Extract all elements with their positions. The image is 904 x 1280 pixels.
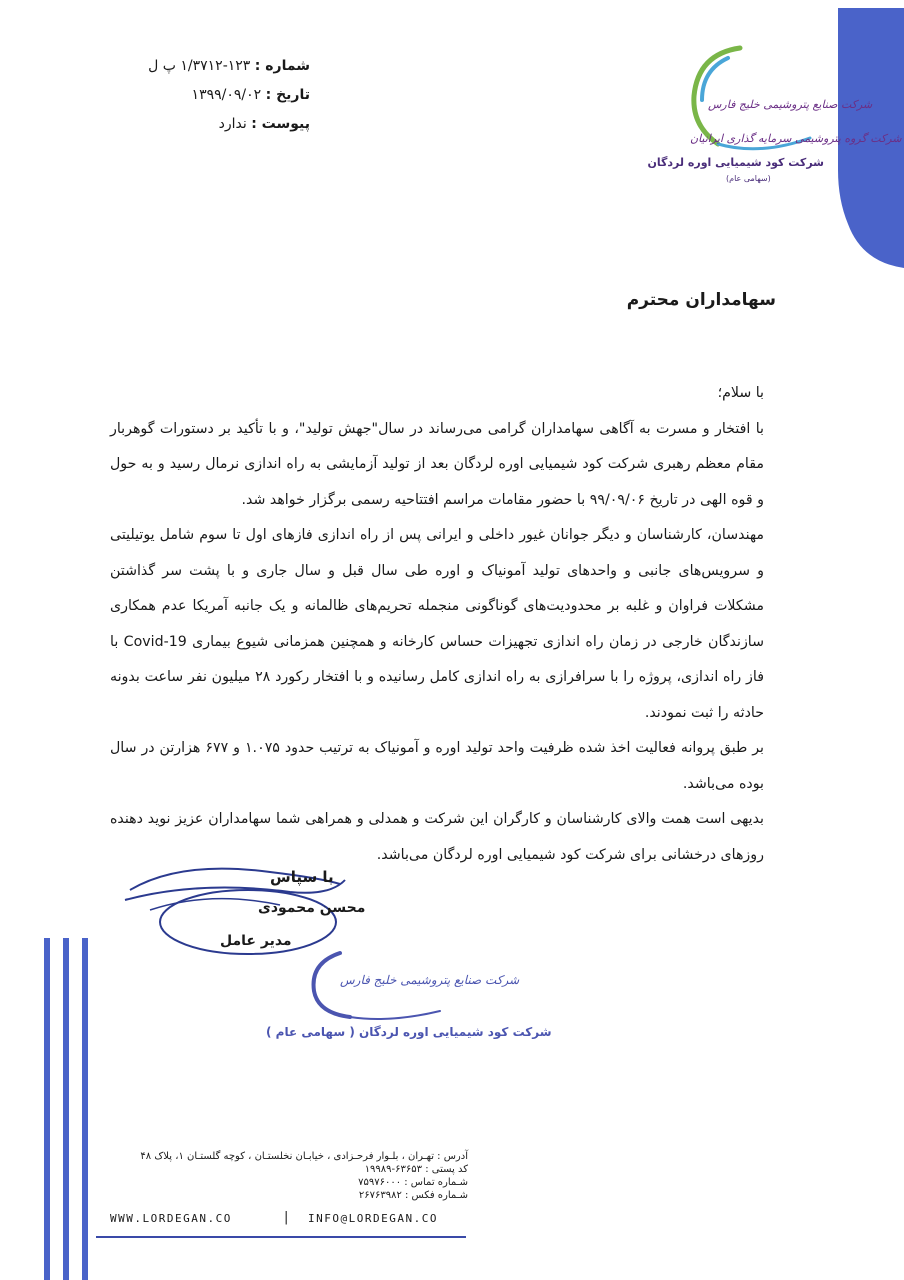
- logo-company-name: شرکت کود شیمیایی اوره لردگان: [647, 156, 824, 169]
- stamp-script: شرکت صنایع پتروشیمی خلیج فارس: [340, 973, 520, 987]
- letter-date-label: تاریخ :: [265, 87, 310, 103]
- stamp-swoosh-icon: [280, 945, 480, 1035]
- footer-phone: شـماره تماس : ۷۵۹۷۶۰۰۰: [358, 1177, 468, 1188]
- letter-greeting: با سلام؛: [717, 385, 764, 401]
- footer-website-link[interactable]: WWW.LORDEGAN.CO: [110, 1212, 232, 1225]
- letter-date-value: ۱۳۹۹/۰۹/۰۲: [191, 87, 262, 103]
- letter-date-row: [120, 81, 310, 110]
- letter-number-row: [120, 52, 310, 81]
- letter-heading: سهامداران محترم: [626, 290, 776, 310]
- footer-vertical-bars: [44, 938, 94, 1280]
- letter-body: [110, 376, 764, 873]
- footer-divider: [96, 1236, 466, 1238]
- letter-attachment-value: ندارد: [218, 116, 247, 132]
- footer-address: آدرس : تهـران ، بلـوار فرحـزادی ، خیابـان نخلستـان ، کوچه گلستـان ۱، پلاک ۴۸: [140, 1151, 468, 1162]
- letter-meta: [120, 52, 310, 139]
- company-stamp: [266, 945, 552, 1045]
- letter-attachment-row: [120, 110, 310, 139]
- letter-paragraph: بر طبق پروانه فعالیت اخذ شده ظرفیت واحد تولید اوره و آمونیاک به ترتیب حدود ۱.۰۷۵ و ۶۷۷ هزارتن در سال بوده می‌باشد.: [110, 740, 765, 792]
- letter-attachment-label: پیوست :: [251, 116, 310, 132]
- footer-fax: شـماره فکس : ۲۶۷۶۳۹۸۲: [358, 1190, 468, 1201]
- logo-company-type: (سهامی عام): [726, 174, 771, 183]
- letter-paragraph: با افتخار و مسرت به آگاهی سهامداران گرامی می‌رساند در سال"جهش تولید"، و با تأکید بر دستورات گوهربار مقام معظم رهبری شرکت کود شیمیایی اوره لردگان بعد از تولید آزمایشی به راه اندازی نرمال رسید و به حول و قوه الهی در تاریخ ۹۹/۰۹/۰۶ با حضور مقامات مراسم افتتاحیه رسمی برگزار خواهد شد.: [110, 420, 764, 508]
- footer-separator: |: [284, 1210, 289, 1225]
- signature-block: [120, 850, 366, 960]
- company-logo: [647, 40, 902, 200]
- signature-name: محسن محمودی: [258, 900, 366, 916]
- footer-address-block: [98, 1150, 468, 1202]
- stamp-company-name: شرکت کود شیمیایی اوره لردگان ( سهامی عام ): [266, 1025, 552, 1039]
- letter-paragraph: مهندسان، کارشناسان و دیگر جوانان غیور داخلی و ایرانی پس از راه اندازی فازهای اول تا سوم شامل یوتیلیتی و سرویس‌های جانبی و واحدهای تولید آمونیاک و اوره طی سال قبل و سال جاری و با پشت سر گذاشتن مشکلات فراوان و غلبه بر محدودیت‌های گوناگونی منجمله تحریم‌های ظالمانه و یک جانبه آمریکا عدم همکاری سازندگان خارجی در زمان راه اندازی تجهیزات حساس کارخانه و همچنین همزمانی شیوع بیماری Covid-19 با فاز راه اندازی، پروژه را با سرافرازی به راه اندازی کامل رسانیده و با افتخار رکورد ۲۸ میلیون نفر ساعت بدونه حادثه را ثبت نمودند.: [110, 527, 765, 721]
- footer-email-link[interactable]: INFO@LORDEGAN.CO: [308, 1212, 438, 1225]
- letter-number-value: ۱۲۳-۱/۳۷۱۲ پ ل: [148, 58, 251, 74]
- logo-script-line-2: شرکت گروه پتروشیمی سرمایه گذاری ایرانیان: [690, 132, 902, 145]
- letter-paragraph: بدیهی است همت والای کارشناسان و کارگران این شرکت و همدلی و همراهی شما سهامداران عزیز نوید دهنده روزهای درخشانی برای شرکت کود شیمیایی اوره لردگان می‌باشد.: [110, 811, 764, 863]
- logo-script-line-1: شرکت صنایع پتروشیمی خلیج فارس: [708, 98, 873, 111]
- signature-closing: با سپاس: [270, 868, 334, 886]
- signature-title: مدیر عامل: [220, 933, 292, 949]
- letter-number-label: شماره :: [254, 58, 310, 74]
- footer-postal-code: کد پستی : ۶۳۶۵۳-۱۹۹۸۹: [364, 1164, 468, 1175]
